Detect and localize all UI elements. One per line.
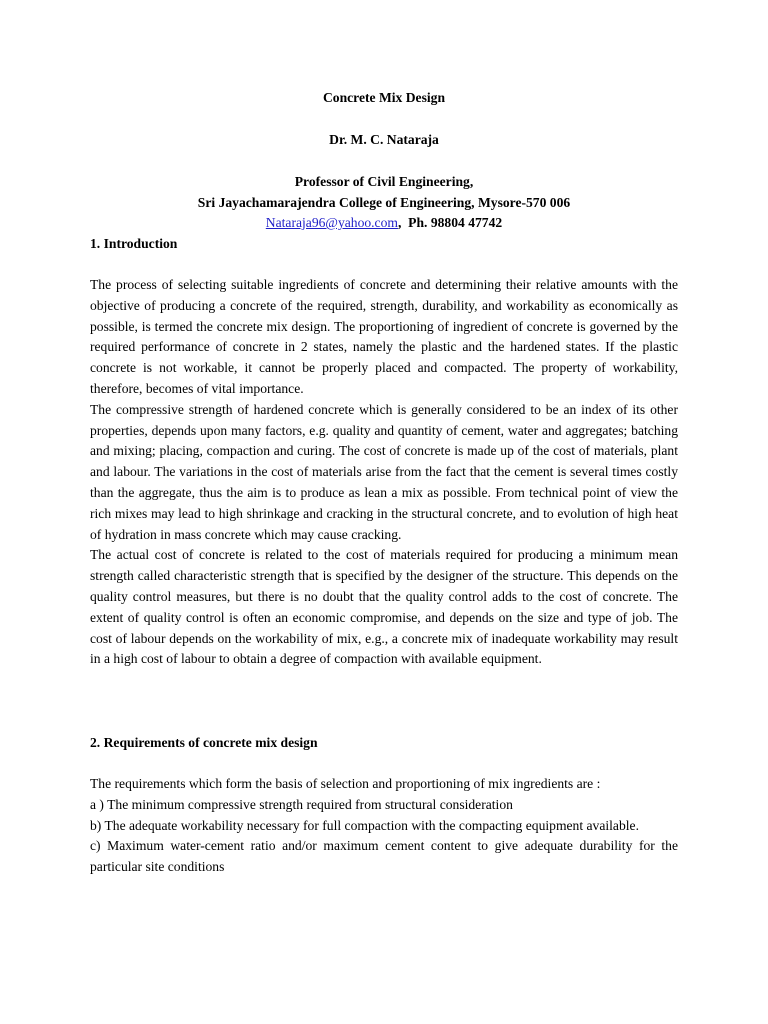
contact-line — [90, 213, 678, 233]
paragraph: The actual cost of concrete is related to the cost of materials required for producing a minimum mean strength called characteristic strength that is specified by the designer of the structure. This depends on the quality control measures, but there is no doubt that the quality control adds to the cost of concrete. The extent of quality control is often an economic compromise, and depends on the size and type of job. The cost of labour depends on the workability of mix, e.g., a concrete mix of inadequate workability may result in a high cost of labour to obtain a degree of compaction with available equipment. — [90, 547, 678, 667]
section-1-heading: 1. Introduction — [90, 236, 178, 251]
paragraph: The compressive strength of hardened concrete which is generally considered to be an index of its other properties, depends upon many factors, e.g. quality and quantity of cement, water and aggregates; batching and mixing; placing, compaction and curing. The cost of concrete is made up of the cost of materials, plant and labour. The variations in the cost of materials arise from the fact that the cement is several times costly than the aggregate, thus the aim is to produce as lean a mix as possible. From technical point of view the rich mixes may lead to high shrinkage and cracking in the structural concrete, and to evolution of high heat of hydration in mass concrete which may cause cracking. — [90, 401, 678, 542]
paragraph: The requirements which form the basis of selection and proportioning of mix ingredients are : — [90, 776, 601, 791]
section-2-body — [90, 774, 678, 878]
paragraph: The process of selecting suitable ingredients of concrete and determining their relative amounts with the objective of producing a concrete of the required, strength, durability, and workability as economically as possible, is termed the concrete mix design. The proportioning of ingredient of concrete is governed by the required performance of concrete in 2 states, namely the plastic and the hardened states. If the plastic concrete is not workable, it cannot be properly placed and compacted. The property of workability, therefore, becomes of vital importance. — [90, 277, 678, 396]
list-item: a ) The minimum compressive strength required from structural consideration — [90, 796, 513, 812]
list-item: b) The adequate workability necessary for full compaction with the compacting equipment available. — [90, 817, 639, 833]
contact-separator: , — [397, 215, 402, 230]
section-2-heading: 2. Requirements of concrete mix design — [90, 735, 318, 750]
email-link[interactable]: Nataraja96@yahoo.com — [265, 215, 398, 230]
affiliation-line-2: Sri Jayachamarajendra College of Engineering, Mysore-570 006 — [197, 195, 571, 210]
affiliation-line-1: Professor of Civil Engineering, — [294, 174, 474, 189]
document-title: Concrete Mix Design — [322, 90, 446, 105]
phone-number: Ph. 98804 47742 — [408, 215, 503, 230]
section-1-body — [90, 275, 678, 670]
author-name: Dr. M. C. Nataraja — [329, 132, 439, 147]
list-item: c) Maximum water-cement ratio and/or maximum cement content to give adequate durability for the particular site conditions — [90, 838, 678, 875]
